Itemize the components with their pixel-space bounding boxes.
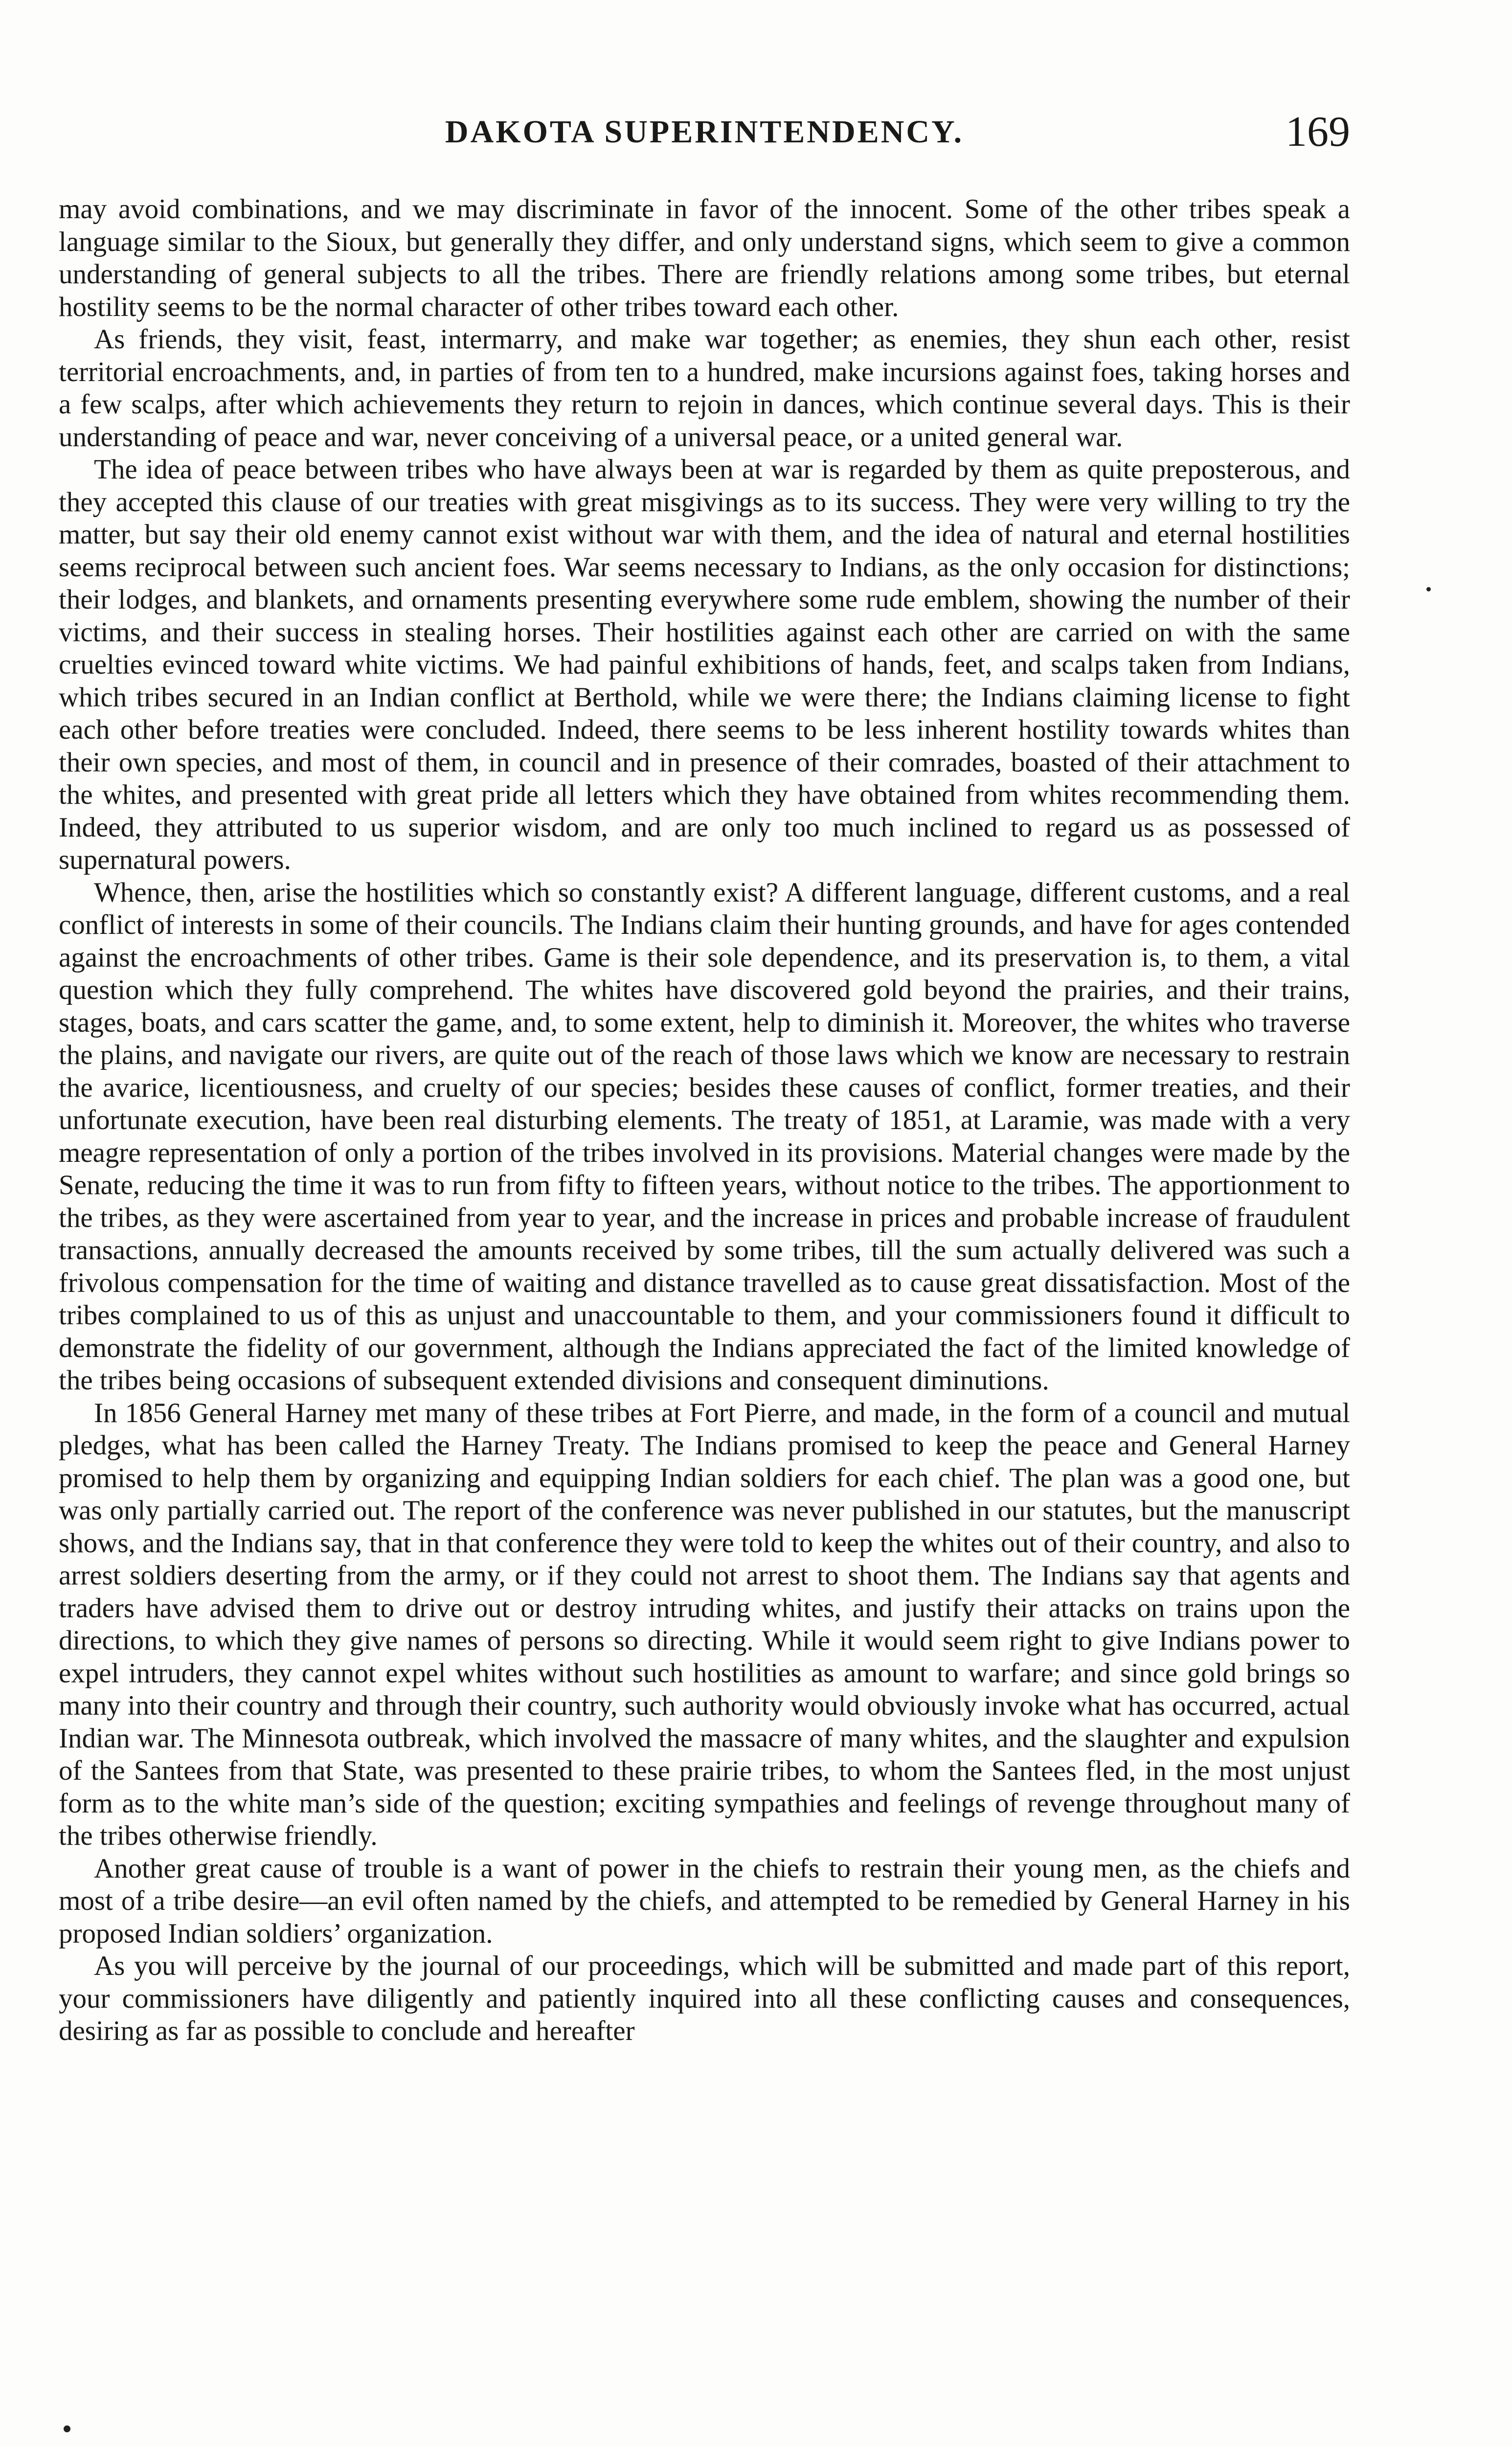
running-head: DAKOTA SUPERINTENDENCY. [445,114,964,150]
paragraph-6: Another great cause of trouble is a want of power in the chiefs to restrain their young men, as the chiefs and most of a tribe desire—an evil often named by the chiefs, and attempted to be remedied by General Harney in his proposed Indian soldiers’ organization. [59,1853,1350,1949]
ink-speck-mark [64,2425,70,2432]
body-text [59,193,1350,2048]
page-number: 169 [1286,108,1350,156]
paragraph-3: The idea of peace between tribes who have always been at war is regarded by them as quite preposterous, and they accepted this clause of our treaties with great misgivings as to its success. They were very willing to try the matter, but say their old enemy cannot exist without war with them, and the idea of natural and eternal hostilities seems reciprocal between such ancient foes. War seems necessary to Indians, as the only occasion for distinctions; their lodges, and blankets, and ornaments presenting everywhere some rude emblem, showing the number of their victims, and their success in stealing horses. Their hostilities against each other are carried on with the same cruelties evinced toward white victims. We had painful exhibitions of hands, feet, and scalps taken from Indians, which tribes secured in an Indian conflict at Berthold, while we were there; the Indians claiming license to fight each other before treaties were concluded. Indeed, there seems to be less inherent hostility towards whites than their own species, and most of them, in council and in presence of their comrades, boasted of their attachment to the whites, and presented with great pride all letters which they have obtained from whites recommending them. Indeed, they attributed to us superior wisdom, and are only too much inclined to regard us as possessed of supernatural powers. [59,454,1350,875]
paragraph-1: may avoid combinations, and we may discriminate in favor of the innocent. Some of the other tribes speak a language similar to the Sioux, but generally they differ, and only understand signs, which seem to give a common understanding of general subjects to all the tribes. There are friendly relations among some tribes, but eternal hostility seems to be the normal character of other tribes toward each other. [59,194,1350,322]
paragraph-4: Whence, then, arise the hostilities which so constantly exist? A different language, different customs, and a real conflict of interests in some of their councils. The Indians claim their hunting grounds, and have for ages contended against the encroachments of other tribes. Game is their sole dependence, and its preservation is, to them, a vital question which they fully comprehend. The whites have discovered gold beyond the prairies, and their trains, stages, boats, and cars scatter the game, and, to some extent, help to diminish it. Moreover, the whites who traverse the plains, and navigate our rivers, are quite out of the reach of those laws which we know are necessary to restrain the avarice, licentiousness, and cruelty of our species; besides these causes of conflict, former treaties, and their unfortunate execution, have been real disturbing elements. The treaty of 1851, at Laramie, was made with a very meagre representation of only a portion of the tribes involved in its provisions. Material changes were made by the Senate, reducing the time it was to run from fifty to fifteen years, without notice to the tribes. The apportionment to the tribes, as they were ascertained from year to year, and the increase in prices and probable increase of fraudulent transactions, annually decreased the amounts received by some tribes, till the sum actually delivered was such a frivolous compensation for the time of waiting and distance travelled as to cause great dissatisfaction. Most of the tribes complained to us of this as unjust and unaccountable to them, and your commissioners found it difficult to demonstrate the fidelity of our government, although the Indians appreciated the fact of the limited knowledge of the tribes being occasions of subsequent extended divisions and consequent diminutions. [59,877,1350,1396]
page-header [59,105,1350,159]
paragraph-7: As you will perceive by the journal of our proceedings, which will be submitted and made part of this report, your commissioners have diligently and patiently inquired into all these conflicting causes and consequences, desiring as far as possible to conclude and hereafter [59,1950,1350,2046]
paragraph-2: As friends, they visit, feast, intermarry, and make war together; as enemies, they shun each other, resist territorial encroachments, and, in parties of from ten to a hundred, make incursions against foes, taking horses and a few scalps, after which achievements they return to rejoin in dances, which continue several days. This is their understanding of peace and war, never conceiving of a universal peace, or a united general war. [59,324,1350,453]
paragraph-5: In 1856 General Harney met many of these tribes at Fort Pierre, and made, in the form of a council and mutual pledges, what has been called the Harney Treaty. The Indians promised to keep the peace and General Harney promised to help them by organizing and equipping Indian soldiers for each chief. The plan was a good one, but was only partially carried out. The report of the conference was never published in our statutes, but the manuscript shows, and the Indians say, that in that conference they were told to keep the whites out of their country, and also to arrest soldiers deserting from the army, or if they could not arrest to shoot them. The Indians say that agents and traders have advised them to drive out or destroy intruding whites, and justify their attacks on trains upon the directions, to which they give names of persons so directing. While it would seem right to give Indians power to expel intruders, they cannot expel whites without such hostilities as amount to warfare; and since gold brings so many into their country and through their country, such authority would obviously invoke what has occurred, actual Indian war. The Minnesota outbreak, which involved the massacre of many whites, and the slaughter and expulsion of the Santees from that State, was presented to these prairie tribes, to whom the Santees fled, in the most unjust form as to the white man’s side of the question; exciting sympathies and feelings of revenge throughout many of the tribes otherwise friendly. [59,1397,1350,1851]
ink-speck-mark [1426,587,1431,591]
